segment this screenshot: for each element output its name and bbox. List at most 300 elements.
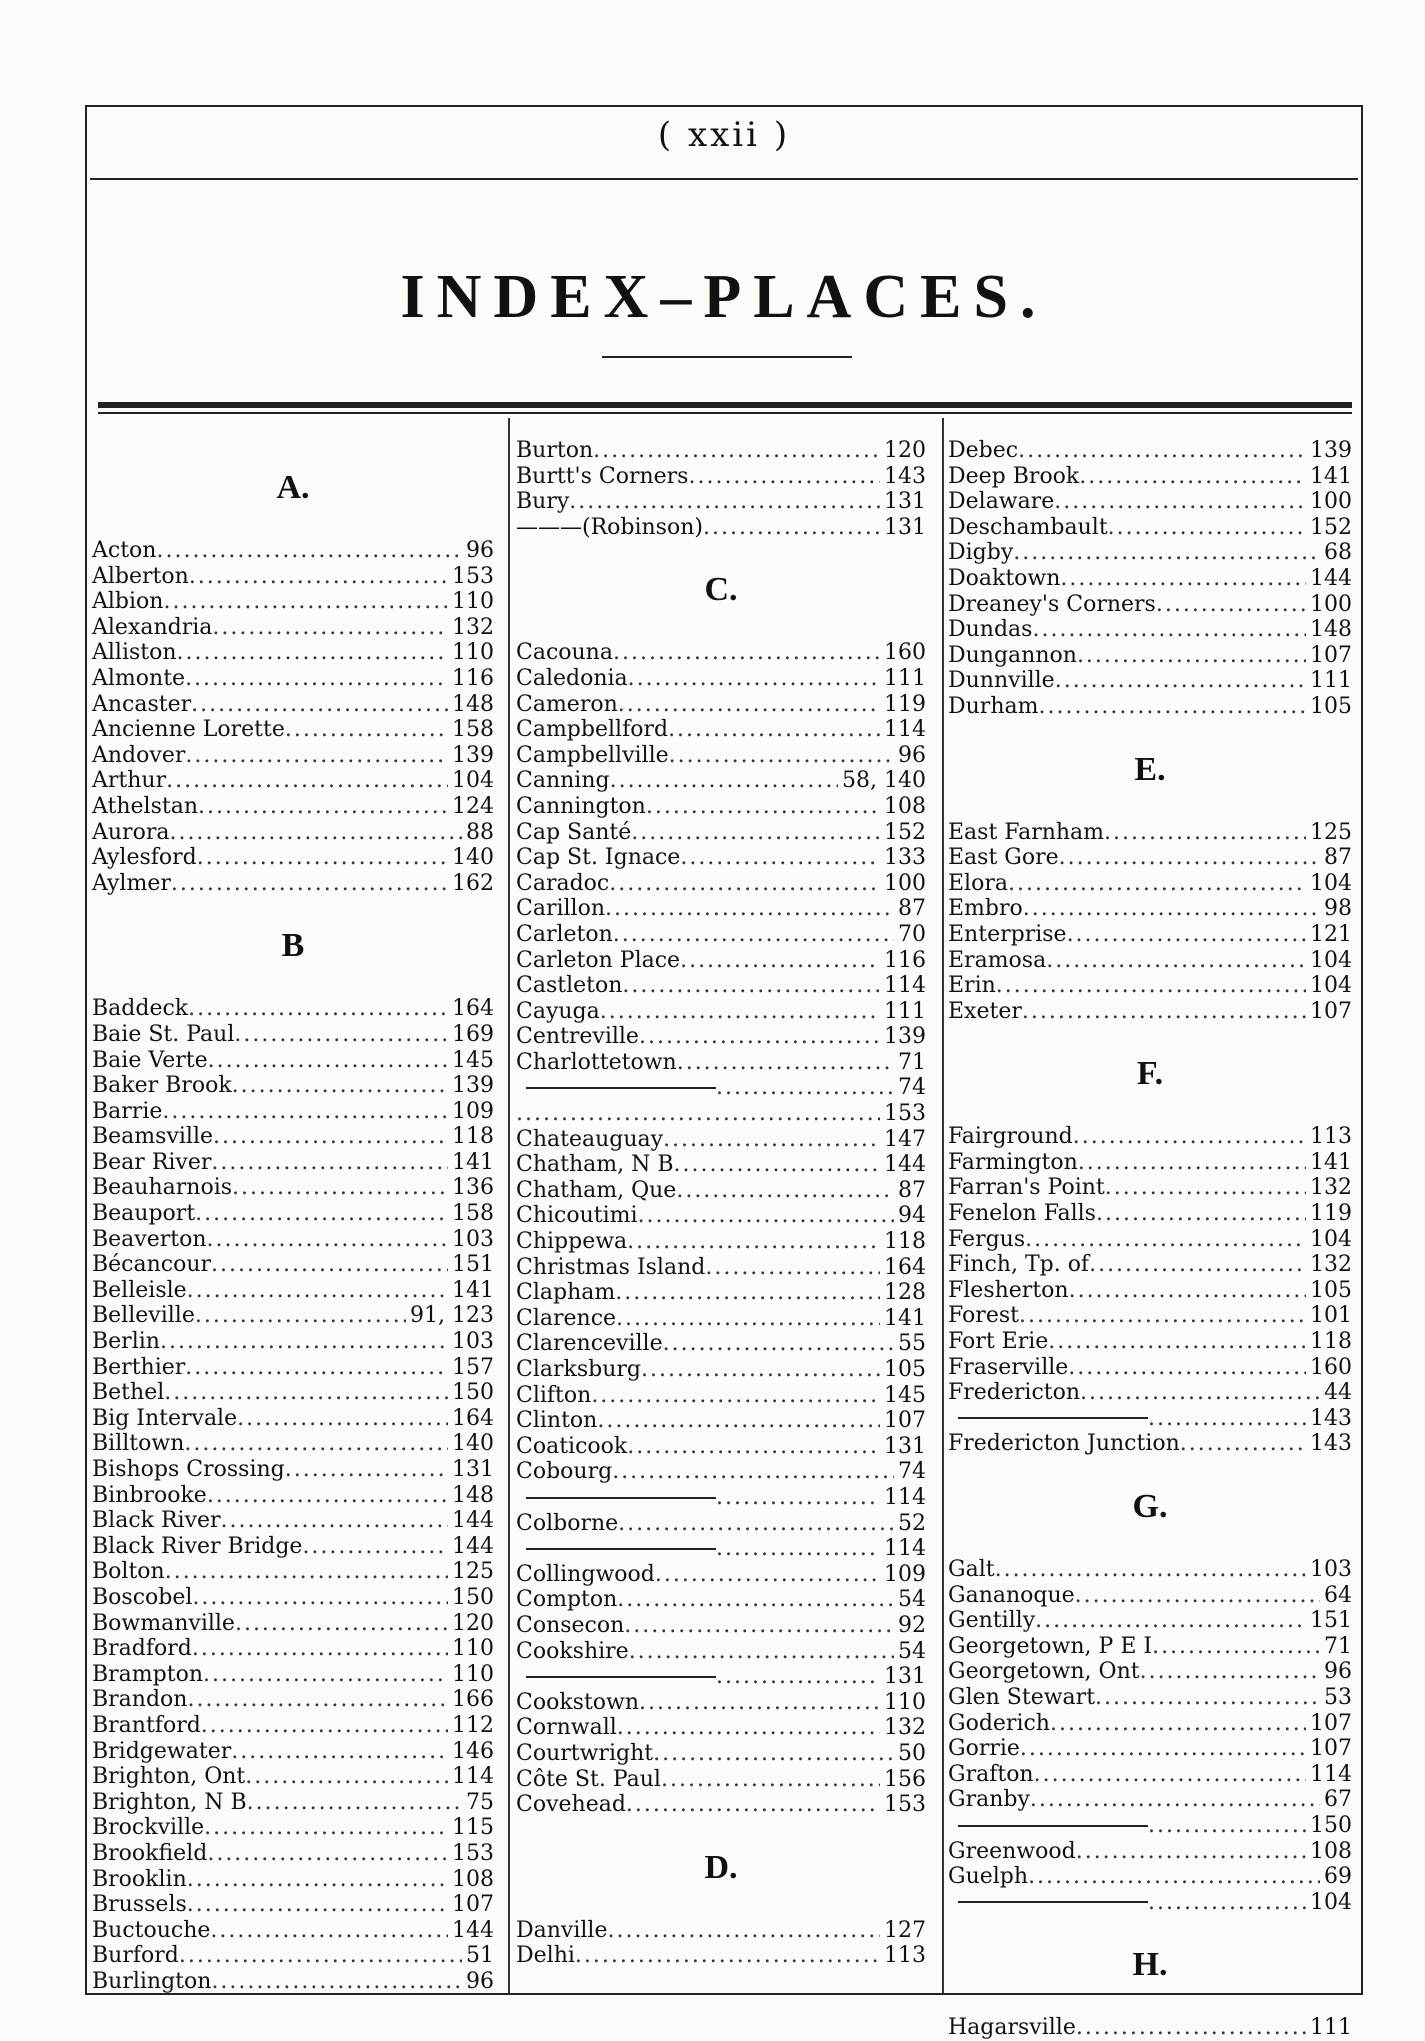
- index-entry: [516, 692, 926, 718]
- index-entry: [92, 1662, 494, 1688]
- page-ref: 107: [1310, 642, 1352, 668]
- index-entry: [948, 1227, 1352, 1253]
- page-ref: 158: [452, 1201, 494, 1227]
- page-ref: 145: [884, 1382, 926, 1408]
- leader-dots: [207, 1841, 448, 1867]
- index-entry: [516, 1690, 926, 1716]
- page-ref: 147: [884, 1126, 926, 1152]
- page-ref: 55: [898, 1331, 926, 1357]
- leader-dots: [626, 1792, 880, 1818]
- leader-dots: [610, 768, 838, 794]
- index-entry: [516, 1178, 926, 1204]
- page-ref: 100: [1310, 489, 1352, 515]
- leader-dots: [189, 564, 448, 590]
- index-entry: [92, 1457, 494, 1483]
- leader-dots: [187, 1278, 448, 1304]
- index-entry: [948, 2015, 1352, 2041]
- leader-dots: [688, 464, 880, 490]
- place-name: Brantford: [92, 1712, 201, 1738]
- place-name: Clinton: [516, 1408, 598, 1434]
- page-ref: 116: [452, 665, 494, 691]
- leader-dots: [160, 1329, 448, 1355]
- leader-dots: [655, 1562, 880, 1588]
- place-name: Athelstan: [92, 793, 198, 819]
- index-entry: [948, 617, 1352, 643]
- leader-dots: [163, 589, 448, 615]
- leader-dots: [232, 1175, 448, 1201]
- index-entry: [516, 1229, 926, 1255]
- leader-dots: [641, 1357, 880, 1383]
- page-ref: 151: [1310, 1608, 1352, 1634]
- place-name: Covehead: [516, 1792, 626, 1818]
- place-name: Cayuga: [516, 998, 600, 1024]
- page-ref: 96: [466, 1968, 494, 1994]
- leader-dots: [1018, 438, 1306, 464]
- index-entry: [948, 922, 1352, 948]
- leader-dots: [716, 1075, 894, 1101]
- place-name: Baie St. Paul: [92, 1021, 235, 1047]
- index-entry: [516, 999, 926, 1025]
- place-name: Belleisle: [92, 1277, 187, 1303]
- index-entry: [948, 999, 1352, 1025]
- index-entry: [948, 973, 1352, 999]
- index-entry: [516, 1715, 926, 1741]
- page-ref: 150: [1310, 1812, 1352, 1838]
- page-ref: 140: [452, 1431, 494, 1457]
- page-ref: 100: [1310, 591, 1352, 617]
- index-entry: [516, 1357, 926, 1383]
- ditto-dash: [958, 1813, 1148, 1827]
- place-name: Berlin: [92, 1329, 160, 1355]
- page-ref: 92: [898, 1612, 926, 1638]
- leader-dots: [1078, 1150, 1306, 1176]
- leader-dots: [607, 1918, 880, 1944]
- index-entry: [516, 1203, 926, 1229]
- leader-dots: [639, 1024, 880, 1050]
- index-entry: [948, 1150, 1352, 1176]
- page-ref: 96: [898, 742, 926, 768]
- leader-dots: [231, 1739, 448, 1765]
- leader-dots: [646, 794, 880, 820]
- leader-dots: [207, 1483, 448, 1509]
- ditto-dash: [526, 1075, 716, 1089]
- page-ref: 114: [884, 1536, 926, 1562]
- index-entry: [92, 871, 494, 897]
- ditto-dash: [526, 1664, 716, 1678]
- page-ref: 148: [1310, 617, 1352, 643]
- leader-dots: [600, 999, 880, 1025]
- page-ref: 145: [452, 1047, 494, 1073]
- section-rule-thick: [98, 402, 1352, 408]
- leader-dots: [1046, 948, 1306, 974]
- leader-dots: [1108, 515, 1306, 541]
- index-entry: [92, 1150, 494, 1176]
- index-entry: [92, 1278, 494, 1304]
- index-entry: [948, 1329, 1352, 1355]
- place-name: Ancienne Lorette: [92, 717, 285, 743]
- place-name: Bolton: [92, 1559, 165, 1585]
- index-entry: [92, 1201, 494, 1227]
- index-entry: [516, 666, 926, 692]
- place-name: Alberton: [92, 563, 189, 589]
- place-name: Beaverton: [92, 1226, 207, 1252]
- leader-dots: [177, 640, 448, 666]
- leader-dots: [1025, 1227, 1306, 1253]
- index-entry: [516, 1613, 926, 1639]
- place-name: Dreaney's Corners: [948, 591, 1156, 617]
- index-entry: [948, 566, 1352, 592]
- place-name: Dungannon: [948, 642, 1077, 668]
- place-name: Centreville: [516, 1024, 639, 1050]
- index-entry: [948, 1406, 1352, 1432]
- index-entry: [92, 1790, 494, 1816]
- index-entry: [948, 1787, 1352, 1813]
- place-name: Cap St. Ignace: [516, 845, 681, 871]
- index-entry: [516, 1127, 926, 1153]
- place-name: Acton: [92, 538, 157, 563]
- page-ref: 71: [1324, 1633, 1352, 1659]
- index-entry: [516, 438, 926, 464]
- place-name: Fort Erie: [948, 1329, 1049, 1355]
- page-ref: 127: [884, 1917, 926, 1943]
- page-ref: 153: [884, 1792, 926, 1818]
- place-name: Barrie: [92, 1098, 163, 1124]
- place-name: Debec: [948, 438, 1019, 463]
- index-entry: [92, 743, 494, 769]
- place-name: Beauharnois: [92, 1175, 233, 1201]
- page-ref: 110: [452, 640, 494, 666]
- place-name: Albion: [92, 589, 164, 615]
- place-name: Aylesford: [92, 845, 197, 871]
- index-entry: [92, 1918, 494, 1944]
- index-entry: [516, 464, 926, 490]
- index-entry: [948, 896, 1352, 922]
- page-ref: 69: [1324, 1864, 1352, 1890]
- place-name: Finch, Tp. of: [948, 1252, 1090, 1278]
- page-ref: 132: [1310, 1252, 1352, 1278]
- place-name: Fairground: [948, 1124, 1073, 1150]
- page-ref: 116: [884, 947, 926, 973]
- place-name: Galt: [948, 1557, 995, 1582]
- page-ref: 150: [452, 1380, 494, 1406]
- index-entry: [948, 1380, 1352, 1406]
- index-entry: [948, 694, 1352, 720]
- place-name: Farmington: [948, 1149, 1078, 1175]
- leader-dots: [1048, 1329, 1306, 1355]
- index-entry: [948, 1124, 1352, 1150]
- place-name: Baie Verte: [92, 1047, 208, 1073]
- leader-dots: [1148, 1813, 1306, 1839]
- leader-dots: [245, 1764, 448, 1790]
- leader-dots: [235, 1611, 448, 1637]
- index-entry: [948, 1608, 1352, 1634]
- leader-dots: [995, 1557, 1306, 1583]
- leader-dots: [618, 692, 880, 718]
- leader-dots: [1034, 1762, 1306, 1788]
- leader-dots: [195, 1303, 406, 1329]
- page-ref: 96: [466, 538, 494, 563]
- section-heading: D.: [704, 1848, 738, 1886]
- index-entry: [92, 717, 494, 743]
- index-entry: [92, 1303, 494, 1329]
- page-ref: 112: [452, 1712, 494, 1738]
- page-ref: 114: [452, 1764, 494, 1790]
- page-ref: 131: [884, 1664, 926, 1690]
- index-entry: [516, 1383, 926, 1409]
- page-ref: 50: [898, 1740, 926, 1766]
- index-entry: [948, 668, 1352, 694]
- index-entry: [948, 845, 1352, 871]
- leader-dots: [627, 1434, 880, 1460]
- leader-dots: [1028, 1864, 1320, 1890]
- page-ref: 158: [452, 717, 494, 743]
- place-name: Enterprise: [948, 921, 1067, 947]
- index-entry: [92, 1713, 494, 1739]
- index-entry: [92, 1815, 494, 1841]
- leader-dots: [1148, 1406, 1306, 1432]
- index-entry: [92, 1048, 494, 1074]
- page-ref: 153: [452, 1840, 494, 1866]
- leader-dots: [211, 1969, 462, 1995]
- index-entry: [948, 1685, 1352, 1711]
- page-ref: 58, 140: [842, 768, 926, 794]
- place-name: Bradford: [92, 1636, 192, 1662]
- index-entry: [92, 1867, 494, 1893]
- place-name: Fenelon Falls: [948, 1201, 1096, 1227]
- place-name: Chatham, Que: [516, 1177, 677, 1203]
- page-ref: 160: [884, 640, 926, 666]
- index-entry: [92, 1124, 494, 1150]
- leader-dots: [185, 1355, 448, 1381]
- index-entry: [92, 1099, 494, 1125]
- page-ref: 52: [898, 1510, 926, 1536]
- place-name: Côte St. Paul: [516, 1766, 661, 1792]
- index-entry: [948, 1839, 1352, 1865]
- index-entry: [92, 1175, 494, 1201]
- leader-dots: [203, 1662, 448, 1688]
- place-name: Flesherton: [948, 1277, 1069, 1303]
- index-entry: [948, 592, 1352, 618]
- index-entry: [516, 1434, 926, 1460]
- place-name: Brockville: [92, 1815, 205, 1841]
- place-name: Elora: [948, 870, 1008, 896]
- index-entry: [516, 1536, 926, 1562]
- leader-dots: [703, 515, 880, 541]
- index-entry: [92, 996, 494, 1022]
- leader-dots: [663, 1331, 894, 1357]
- index-entry: [92, 1406, 494, 1432]
- page-ref: 141: [452, 1149, 494, 1175]
- place-name: Georgetown, P E I: [948, 1633, 1153, 1659]
- ditto-dash: [526, 1536, 716, 1550]
- leader-dots: [1077, 643, 1306, 669]
- page-ref: 153: [452, 563, 494, 589]
- place-name: Baker Brook: [92, 1073, 232, 1099]
- leader-dots: [1035, 1608, 1306, 1634]
- index-entry: [948, 1634, 1352, 1660]
- index-entry: [948, 1557, 1352, 1583]
- place-name: Berthier: [92, 1354, 186, 1380]
- place-name: Clarenceville: [516, 1331, 663, 1357]
- section-heading: A.: [276, 469, 310, 506]
- leader-dots: [164, 1380, 448, 1406]
- place-name: Andover: [92, 742, 186, 768]
- place-name: Carleton Place: [516, 947, 681, 973]
- place-name: Fredericton: [948, 1380, 1081, 1406]
- leader-dots: [1019, 1303, 1306, 1329]
- index-entry: [92, 1943, 494, 1969]
- page-ref: 110: [452, 1636, 494, 1662]
- leader-dots: [516, 1101, 880, 1127]
- index-entry: [516, 794, 926, 820]
- leader-dots: [1095, 1685, 1320, 1711]
- place-name: Burford: [92, 1943, 179, 1969]
- leader-dots: [191, 692, 448, 718]
- index-entry: [516, 1792, 926, 1818]
- leader-dots: [597, 1408, 880, 1434]
- index-entry: [92, 1636, 494, 1662]
- leader-dots: [996, 973, 1306, 999]
- page-ref: 152: [884, 819, 926, 845]
- place-name: Digby: [948, 540, 1014, 566]
- place-name: Coaticook: [516, 1433, 628, 1459]
- page-ref: 166: [452, 1687, 494, 1713]
- index-entry: [92, 1227, 494, 1253]
- leader-dots: [1068, 1355, 1306, 1381]
- index-entry: [92, 1534, 494, 1560]
- leader-dots: [204, 1815, 448, 1841]
- page-ref: 164: [452, 1405, 494, 1431]
- page-ref: 108: [452, 1866, 494, 1892]
- index-entry: [92, 538, 494, 564]
- leader-dots: [617, 1715, 880, 1741]
- place-name: Brampton: [92, 1661, 203, 1687]
- place-name: Billtown: [92, 1431, 185, 1457]
- page-ref: 164: [884, 1254, 926, 1280]
- place-name: Bury: [516, 489, 570, 515]
- page-ref: 71: [898, 1049, 926, 1075]
- leader-dots: [195, 1201, 448, 1227]
- index-entry: [516, 1664, 926, 1690]
- page-ref: 87: [1324, 845, 1352, 871]
- index-entry: [948, 1201, 1352, 1227]
- place-name: Cornwall: [516, 1715, 617, 1741]
- leader-dots: [669, 743, 894, 769]
- place-name: East Farnham: [948, 819, 1105, 845]
- place-name: Burtt's Corners: [516, 463, 689, 489]
- leader-dots: [192, 1636, 448, 1662]
- leader-dots: [198, 794, 448, 820]
- column-divider: [942, 418, 944, 1993]
- leader-dots: [208, 1048, 448, 1074]
- index-entry: [948, 540, 1352, 566]
- place-name: Cannington: [516, 793, 646, 819]
- leader-dots: [1013, 540, 1320, 566]
- index-entry: [92, 589, 494, 615]
- page-ref: 120: [884, 438, 926, 463]
- index-entry: [516, 1101, 926, 1127]
- index-entry: [92, 820, 494, 846]
- place-name: Cameron: [516, 691, 618, 717]
- index-entry: [516, 871, 926, 897]
- title-underline: [602, 356, 852, 358]
- leader-dots: [605, 896, 894, 922]
- page-ref: 105: [1310, 693, 1352, 719]
- index-entry: [516, 1459, 926, 1485]
- page-ref: 139: [884, 1024, 926, 1050]
- page-ref: 87: [898, 1177, 926, 1203]
- place-name: Gananoque: [948, 1582, 1075, 1608]
- page-ref: 54: [898, 1638, 926, 1664]
- place-name: Chateauguay: [516, 1126, 664, 1152]
- page-ref: 150: [452, 1584, 494, 1610]
- page-ref: 114: [884, 973, 926, 999]
- page-ref: 140: [452, 845, 494, 871]
- leader-dots: [663, 1127, 880, 1153]
- page-ref: 143: [884, 463, 926, 489]
- place-name: ———(Robinson): [516, 514, 703, 540]
- place-name: Black River: [92, 1508, 221, 1534]
- page-ref: 104: [1310, 973, 1352, 999]
- index-entry: [516, 1024, 926, 1050]
- page-ref: 103: [452, 1329, 494, 1355]
- leader-dots: [285, 1457, 448, 1483]
- index-entry: [516, 640, 926, 666]
- index-entry: [948, 1864, 1352, 1890]
- place-name: Campbellford: [516, 717, 669, 743]
- leader-dots: [1076, 2015, 1306, 2041]
- index-entry: [948, 871, 1352, 897]
- place-name: Arthur: [92, 768, 167, 794]
- place-name: Clarence: [516, 1305, 617, 1331]
- leader-dots: [1032, 617, 1306, 643]
- leader-dots: [211, 1150, 448, 1176]
- page-ref: 109: [452, 1098, 494, 1124]
- place-name: Boscobel: [92, 1584, 193, 1610]
- index-entry: [948, 515, 1352, 541]
- leader-dots: [207, 1227, 448, 1253]
- leader-dots: [1076, 1839, 1306, 1865]
- page-ref: 144: [452, 1533, 494, 1559]
- leader-dots: [213, 1124, 448, 1150]
- page-ref: 136: [452, 1175, 494, 1201]
- page-ref: 124: [452, 793, 494, 819]
- section-rule-thin: [98, 412, 1352, 414]
- place-name: Campbellville: [516, 742, 669, 768]
- index-entry: [948, 1583, 1352, 1609]
- page-ref: 91, 123: [410, 1303, 494, 1329]
- index-entry: [516, 845, 926, 871]
- page-ref: 87: [898, 896, 926, 922]
- index-column-2: [516, 438, 926, 1969]
- leader-dots: [1140, 1659, 1320, 1685]
- leader-dots: [156, 538, 462, 564]
- index-entry: [92, 1073, 494, 1099]
- index-entry: [948, 1736, 1352, 1762]
- index-entry: [92, 1739, 494, 1765]
- leader-dots: [1152, 1634, 1320, 1660]
- leader-dots: [1050, 1711, 1306, 1737]
- page-ref: 139: [1310, 438, 1352, 463]
- place-name: Carillon: [516, 896, 605, 922]
- place-name: Caradoc: [516, 870, 610, 896]
- place-name: Grafton: [948, 1761, 1034, 1787]
- leader-dots: [302, 1534, 448, 1560]
- page-ref: 139: [452, 742, 494, 768]
- page-ref: 119: [1310, 1201, 1352, 1227]
- place-name: Danville: [516, 1917, 608, 1943]
- section-heading: C.: [704, 571, 738, 609]
